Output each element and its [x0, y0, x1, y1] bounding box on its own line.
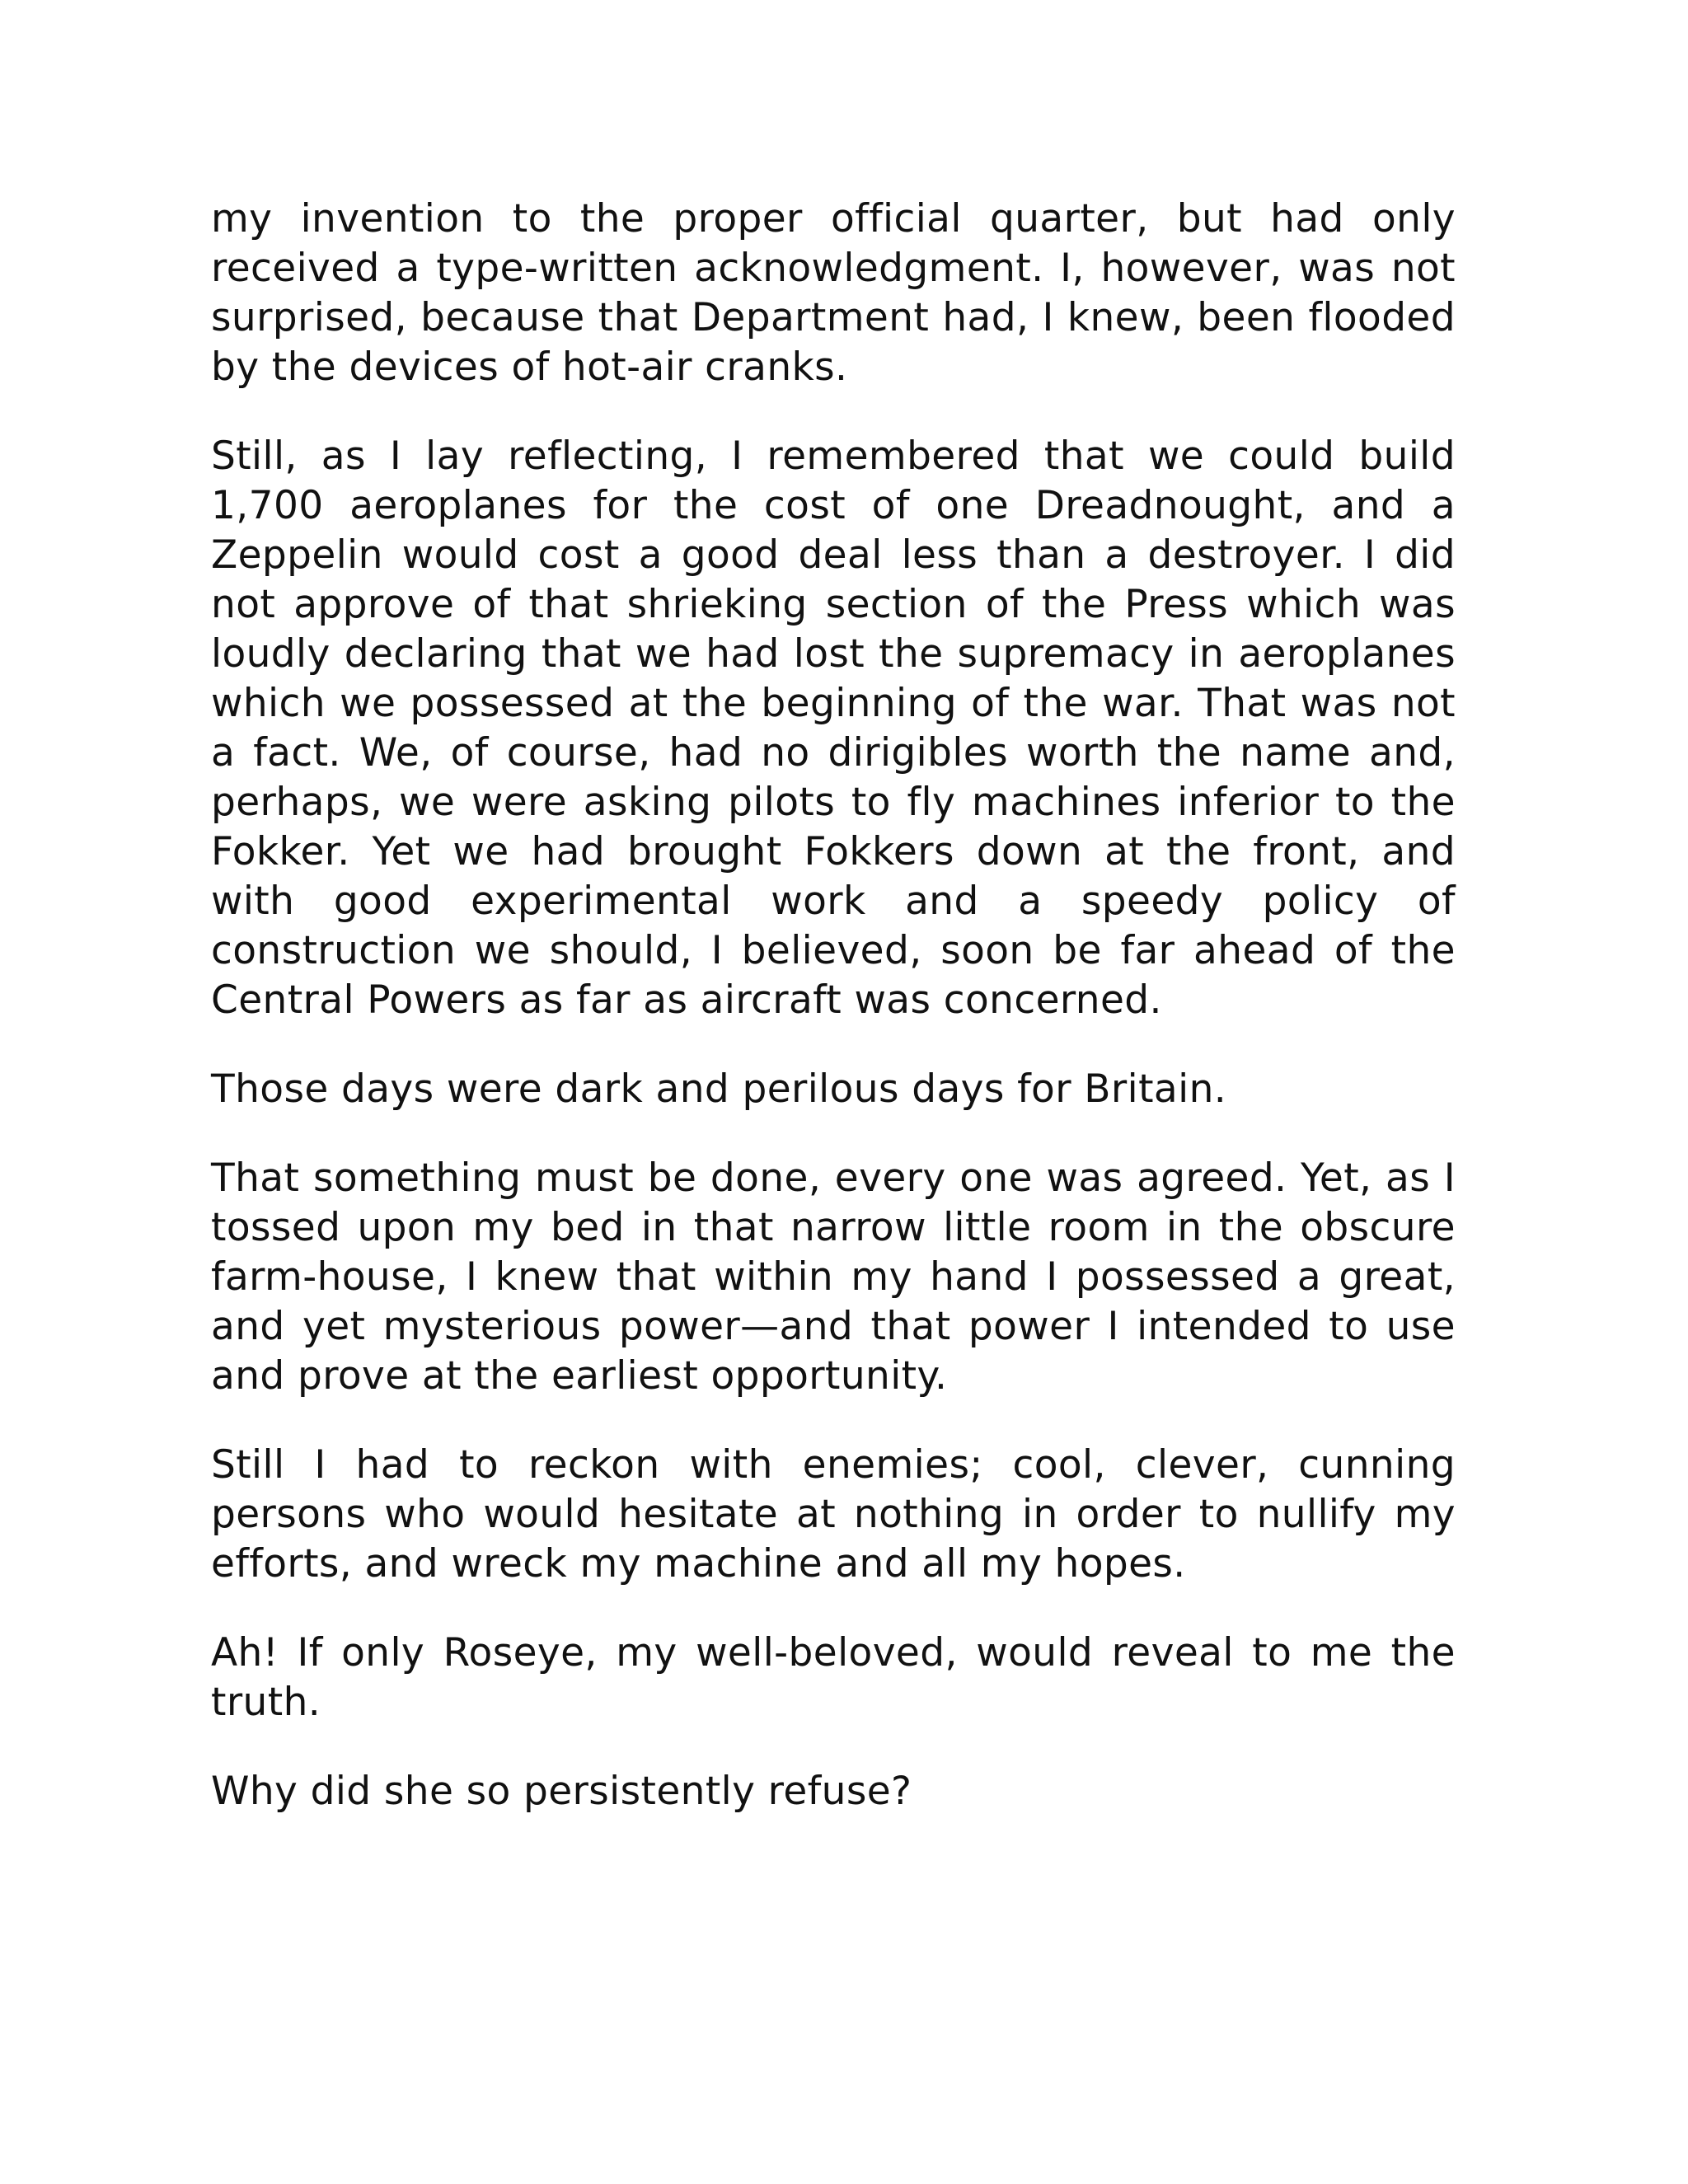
paragraph-7: Why did she so persistently refuse? — [211, 1769, 912, 1814]
document-page — [211, 194, 1456, 1856]
paragraph-2: Still, as I lay reflecting, I remembered that we could build 1,700 aeroplanes for the cost of one Dreadnought, and a Zeppelin would cost a good deal less than a destroyer. I did not approve of that shrieking section of the Press which was loudly declaring that we had lost the supremacy in aeroplanes which we possessed at the beginning of the war. That was not a fact. We, of course, had no dirigibles worth the name and, perhaps, we were asking pilots to fly machines inferior to the Fokker. Yet we had brought Fokkers down at the front, and with good experimental work and a speedy policy of construction we should, I believed, soon be far ahead of the Central Powers as far as aircraft was concerned. — [211, 434, 1456, 1023]
paragraph-5: Still I had to reckon with enemies; cool, clever, cunning persons who would hesitate at nothing in order to nullify my efforts, and wreck my machine and all my hopes. — [211, 1442, 1456, 1586]
paragraph-1: my invention to the proper official quarter, but had only received a type-written acknowledgment. I, however, was not surprised, because that Department had, I knew, been flooded by the devices of hot-air cranks. — [211, 196, 1456, 390]
paragraph-4: That something must be done, every one was agreed. Yet, as I tossed upon my bed in that narrow little room in the obscure farm-house, I knew that within my hand I possessed a great, and yet mysterious power—and that power I intended to use and prove at the earliest opportunity. — [211, 1155, 1456, 1399]
paragraph-6: Ah! If only Roseye, my well-beloved, would reveal to me the truth. — [211, 1630, 1456, 1725]
paragraph-3: Those days were dark and perilous days for Britain. — [211, 1066, 1227, 1112]
